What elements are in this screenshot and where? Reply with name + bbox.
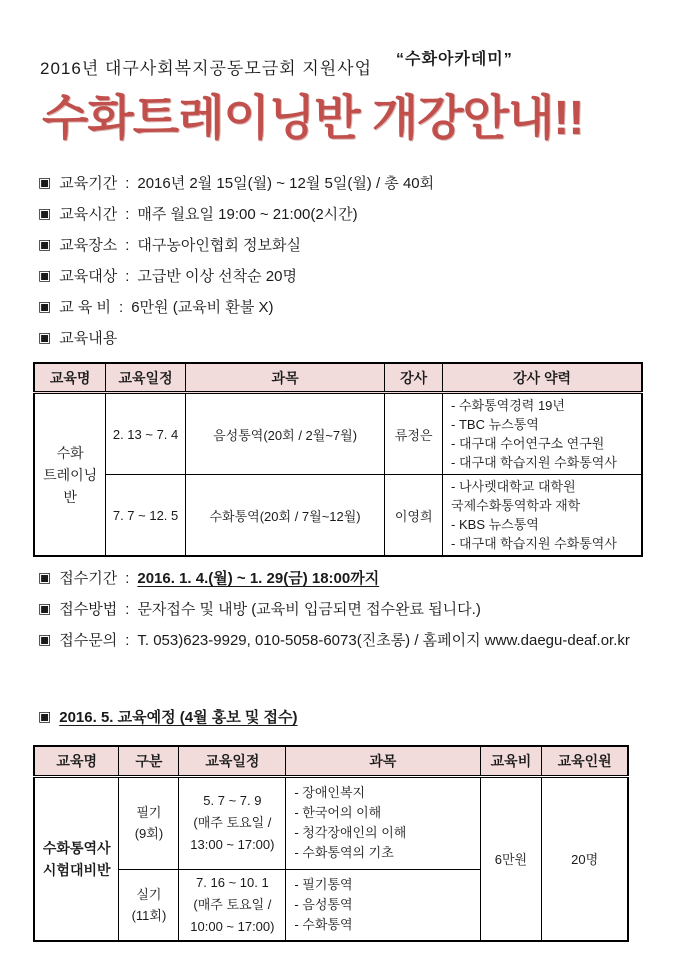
colon-separator: : (125, 236, 130, 254)
square-bullet-icon: ▣ (38, 173, 52, 190)
col-header-schedule: 교육일정 (179, 746, 286, 776)
reception-value: 문자접수 및 내방 (교육비 입금되면 접수완료 됩니다.) (137, 601, 481, 619)
col-header-profile: 강사 약력 (443, 363, 642, 393)
col-header-subject: 과목 (185, 363, 384, 393)
col-header-class: 교육명 (34, 746, 119, 776)
info-value: 고급반 이상 선착순 20명 (137, 267, 297, 285)
col-header-capacity: 교육인원 (542, 746, 628, 776)
subjects-cell: - 필기통역 - 음성통역 - 수화통역 (286, 869, 480, 941)
reception-line-method (38, 594, 679, 625)
class-name-cell: 수화 트레이닝반 (34, 393, 106, 557)
colon-separator: : (125, 632, 130, 650)
schedule-cell: 2. 13 ~ 7. 4 (106, 393, 186, 475)
table-header-row (34, 363, 642, 393)
square-bullet-icon: ▣ (38, 631, 52, 648)
info-line-fee (38, 292, 679, 323)
square-bullet-icon: ▣ (38, 235, 52, 252)
section2-heading (38, 702, 679, 733)
info-label: 교육장소 (59, 236, 118, 254)
square-bullet-icon: ▣ (38, 297, 52, 314)
info-list (38, 168, 679, 354)
reception-label: 접수기간 (59, 570, 118, 588)
col-header-instructor: 강사 (385, 363, 443, 393)
square-bullet-icon: ▣ (38, 708, 52, 725)
reception-value: T. 053)623-9929, 010-5058-6073(진초롱) / 홈페이지 www.daegu-deaf.or.kr (137, 632, 630, 650)
section2-title-text: 2016. 5. 교육예정 (4월 홍보 및 접수) (59, 709, 298, 727)
info-value: 대구농아인협회 정보화실 (137, 236, 301, 254)
info-label: 교 육 비 (59, 298, 112, 316)
info-line-content (38, 323, 679, 354)
colon-separator: : (125, 601, 130, 619)
colon-separator: : (125, 174, 130, 192)
col-header-fee: 교육비 (480, 746, 542, 776)
colon-separator: : (125, 205, 130, 223)
training-class-table (33, 362, 643, 558)
reception-value: 2016. 1. 4.(월) ~ 1. 29(금) 18:00까지 (137, 570, 380, 588)
square-bullet-icon: ▣ (38, 569, 52, 586)
program-title: 2016년 대구사회복지공동모금회 지원사업 (40, 59, 373, 78)
info-label: 교육시간 (59, 205, 118, 223)
instructor-cell: 이영희 (385, 475, 443, 557)
reception-list (38, 563, 679, 656)
table-header-row (34, 746, 628, 776)
subject-cell: 수화통역(20회 / 7월~12월) (185, 475, 384, 557)
table-row (34, 776, 628, 869)
square-bullet-icon: ▣ (38, 600, 52, 617)
table-row (34, 475, 642, 557)
academy-label: “수화아카데미” (396, 51, 513, 68)
info-label: 교육내용 (59, 329, 118, 347)
info-label: 교육기간 (59, 174, 118, 192)
reception-line-period (38, 563, 679, 594)
subjects-cell: - 장애인복지 - 한국어의 이해 - 청각장애인의 이해 - 수화통역의 기초 (286, 776, 480, 869)
info-line-place (38, 230, 679, 261)
page-title: 수화트레이닝반 개강안내!! (42, 92, 584, 145)
square-bullet-icon: ▣ (38, 328, 52, 345)
subject-cell: 음성통역(20회 / 2월~7월) (185, 393, 384, 475)
profile-cell: - 수화통역경력 19년 - TBC 뉴스통역 - 대구대 수어연구소 연구원 - 대구대 학습지원 수화통역사 (443, 393, 642, 475)
info-label: 교육대상 (59, 267, 118, 285)
colon-separator: : (119, 298, 124, 316)
col-header-type: 구분 (119, 746, 179, 776)
schedule-cell: 5. 7 ~ 7. 9 (매주 토요일 / 13:00 ~ 17:00) (179, 776, 286, 869)
square-bullet-icon: ▣ (38, 204, 52, 221)
schedule-cell: 7. 16 ~ 10. 1 (매주 토요일 / 10:00 ~ 17:00) (179, 869, 286, 941)
exam-prep-table (33, 745, 629, 942)
info-line-period (38, 168, 679, 199)
profile-cell: - 나사렛대학교 대학원 국제수화통역학과 재학 - KBS 뉴스통역 - 대구대 학습지원 수화통역사 (443, 475, 642, 557)
info-value: 2016년 2월 15일(월) ~ 12월 5일(월) / 총 40회 (137, 174, 435, 192)
capacity-cell: 20명 (542, 776, 628, 941)
type-cell: 필기 (9회) (119, 776, 179, 869)
info-line-time (38, 199, 679, 230)
type-cell: 실기 (11회) (119, 869, 179, 941)
colon-separator: : (125, 267, 130, 285)
fee-cell: 6만원 (480, 776, 542, 941)
info-value: 매주 월요일 19:00 ~ 21:00(2시간) (137, 205, 358, 223)
reception-label: 접수문의 (59, 632, 118, 650)
colon-separator: : (125, 570, 130, 588)
info-line-target (38, 261, 679, 292)
class-name-cell: 수화통역사 시험대비반 (34, 776, 119, 941)
reception-line-contact (38, 625, 679, 656)
table-row (34, 393, 642, 475)
instructor-cell: 류정은 (385, 393, 443, 475)
col-header-schedule: 교육일정 (106, 363, 186, 393)
header (0, 0, 679, 79)
col-header-subject: 과목 (286, 746, 480, 776)
info-value: 6만원 (교육비 환불 X) (131, 298, 274, 316)
square-bullet-icon: ▣ (38, 266, 52, 283)
col-header-class: 교육명 (34, 363, 106, 393)
reception-label: 접수방법 (59, 601, 118, 619)
schedule-cell: 7. 7 ~ 12. 5 (106, 475, 186, 557)
